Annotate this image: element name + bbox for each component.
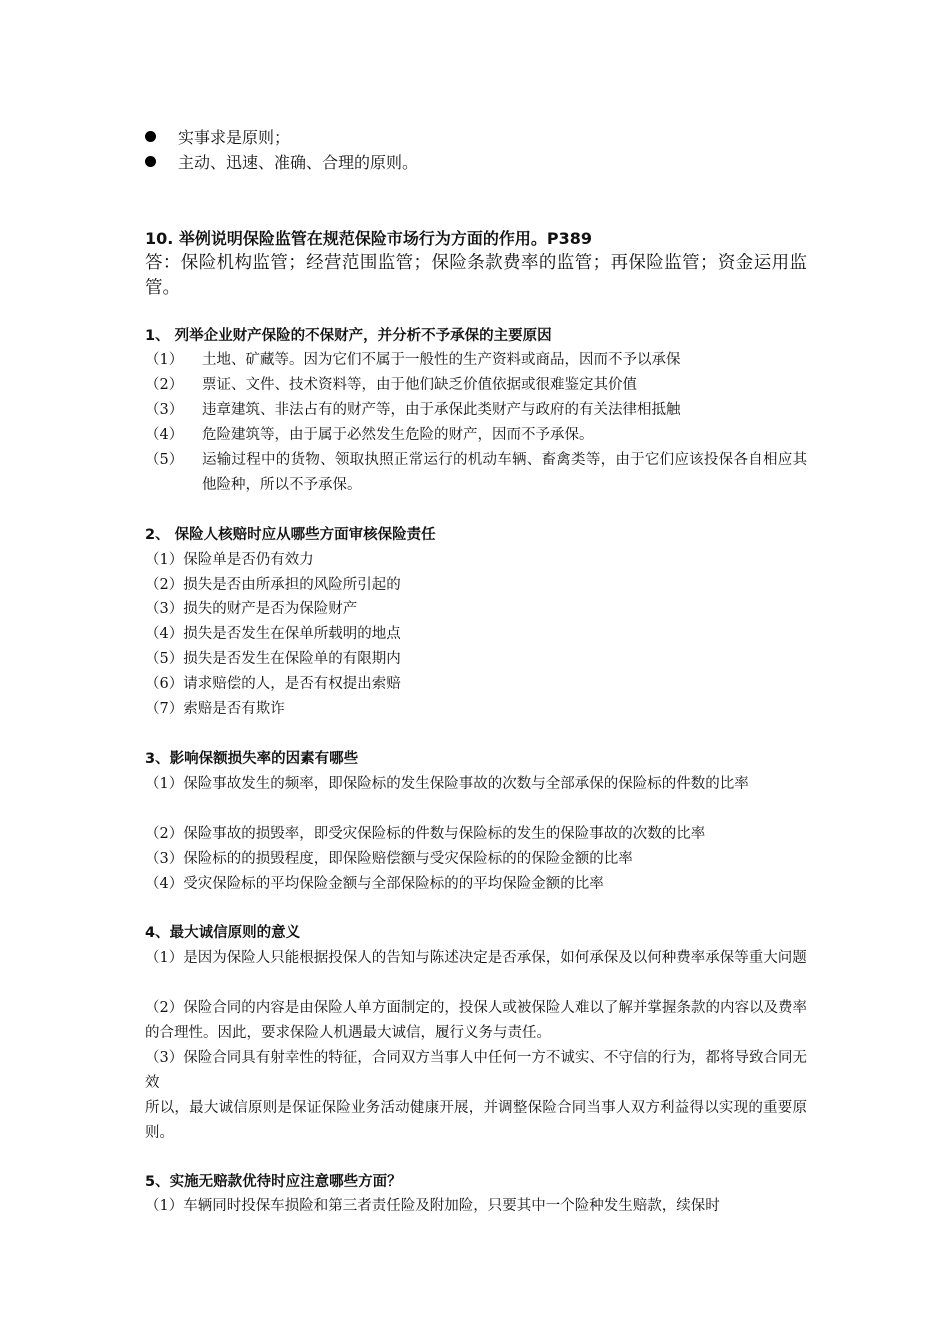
- list-item: （2）保险事故的损毁率，即受灾保险标的件数与保险标的发生的保险事故的次数的比率: [145, 826, 706, 842]
- section-1-title: 1、 列举企业财产保险的不保财产，并分析不予承保的主要原因: [145, 328, 552, 344]
- list-number: （4）: [145, 427, 184, 443]
- list-item: （2）保险合同的内容是由保险人单方面制定的，投保人或被保险人难以了解并掌握条款的内容以及费率的合理性。因此，要求保险人机遇最大诚信，履行义务与责任。: [145, 1000, 807, 1041]
- bullet-dot-icon: [145, 131, 156, 142]
- list-item: （3）保险标的的损毁程度，即保险赔偿额与受灾保险标的的保险金额的比率: [145, 851, 633, 867]
- list-text: 违章建筑、非法占有的财产等，由于承保此类财产与政府的有关法律相抵触: [202, 402, 681, 418]
- list-item: （1）车辆同时投保车损险和第三者责任险及附加险，只要其中一个险种发生赔款，续保时: [145, 1198, 720, 1214]
- section-2-title: 2、 保险人核赔时应从哪些方面审核保险责任: [145, 527, 436, 543]
- list-number: （1）: [145, 352, 184, 368]
- list-item: （5）损失是否发生在保险单的有限期内: [145, 651, 401, 667]
- conclusion-paragraph: 所以，最大诚信原则是保证保险业务活动健康开展，并调整保险合同当事人双方利益得以实现的重要原则。: [145, 1100, 807, 1141]
- list-item: [145, 448, 807, 498]
- question-10-answer: 答：保险机构监管；经营范围监管；保险条款费率的监管；再保险监管；资金运用监管。: [145, 253, 807, 298]
- bullet-dot-icon: [145, 156, 156, 167]
- list-item: （2）损失是否由所承担的风险所引起的: [145, 577, 401, 593]
- list-number: （5）: [145, 452, 184, 468]
- section-5-title: 5、实施无赔款优待时应注意哪些方面？: [145, 1174, 402, 1190]
- bullet-item: [145, 151, 418, 175]
- list-item: [145, 423, 807, 448]
- list-text: 土地、矿藏等。因为它们不属于一般性的生产资料或商品，因而不予以承保: [202, 352, 681, 368]
- list-text: 票证、文件、技术资料等，由于他们缺乏价值依据或很难鉴定其价值: [202, 377, 637, 393]
- list-item: （1）保险事故发生的频率，即保险标的发生保险事故的次数与全部承保的保险标的件数的比率: [145, 776, 749, 792]
- question-10-title: 10. 举例说明保险监管在规范保险市场行为方面的作用。P389: [145, 229, 593, 248]
- section-3-title: 3、影响保额损失率的因素有哪些: [145, 751, 359, 767]
- section-4-title: 4、最大诚信原则的意义: [145, 925, 301, 941]
- bullet-text: 主动、迅速、准确、合理的原则。: [178, 153, 419, 172]
- list-item: [145, 398, 807, 423]
- list-text: 危险建筑等，由于属于必然发生危险的财产，因而不予承保。: [202, 427, 594, 443]
- list-item: （1）保险单是否仍有效力: [145, 552, 314, 568]
- list-item: （4）受灾保险标的平均保险金额与全部保险标的的平均保险金额的比率: [145, 876, 604, 892]
- bullet-item: [145, 126, 290, 150]
- list-number: （2）: [145, 377, 184, 393]
- list-item: （3）保险合同具有射幸性的特征，合同双方当事人中任何一方不诚实、不守信的行为，都将导致合同无效: [145, 1050, 807, 1091]
- list-text: 运输过程中的货物、领取执照正常运行的机动车辆、畜禽类等，由于它们应该投保各自相应其他险种，所以不予承保。: [202, 452, 807, 493]
- bullet-text: 实事求是原则；: [178, 128, 291, 147]
- list-item: （6）请求赔偿的人，是否有权提出索赔: [145, 676, 401, 692]
- list-item: （3）损失的财产是否为保险财产: [145, 601, 358, 617]
- list-item: [145, 348, 807, 373]
- list-item: （4）损失是否发生在保单所载明的地点: [145, 626, 401, 642]
- list-item: （7）索赔是否有欺诈: [145, 701, 285, 717]
- list-number: （3）: [145, 402, 184, 418]
- list-item: [145, 373, 807, 398]
- list-item: （1）是因为保险人只能根据投保人的告知与陈述决定是否承保，如何承保及以何种费率承保等重大问题: [145, 950, 807, 966]
